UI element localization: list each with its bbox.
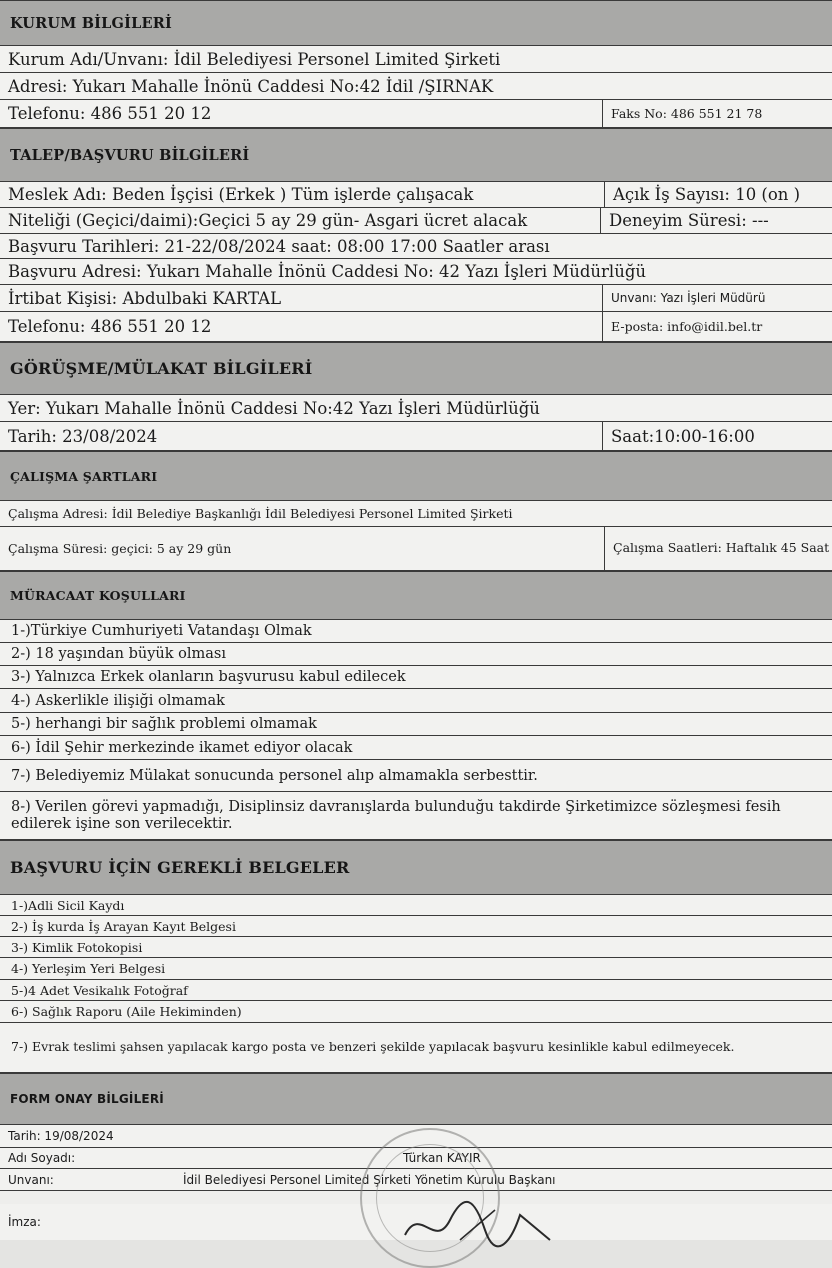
row-kurum-telefon (0, 100, 832, 128)
calisma-adresi: Çalışma Adresi: İdil Belediye Başkanlığı İdil Belediyesi Personel Limited Şirketi (8, 506, 513, 521)
muracaat-item: 2-) 18 yaşından büyük olması (0, 643, 832, 666)
section-header-onay: FORM ONAY BİLGİLERİ (0, 1073, 832, 1125)
row-calisma-adresi (0, 501, 832, 527)
belge-item: 6-) Sağlık Raporu (Aile Hekiminden) (0, 1001, 832, 1023)
basvuru-adresi: Başvuru Adresi: Yukarı Mahalle İnönü Caddesi No: 42 Yazı İşleri Müdürlüğü (8, 262, 647, 281)
belge-item: 2-) İş kurda İş Arayan Kayıt Belgesi (0, 916, 832, 937)
muracaat-item: 6-) İdil Şehir merkezinde ikamet ediyor olacak (0, 736, 832, 760)
row-kurum-adi (0, 46, 832, 73)
kurum-faks: Faks No: 486 551 21 78 (602, 100, 832, 127)
deneyim-suresi: Deneyim Süresi: --- (600, 208, 832, 233)
section-header-calisma: ÇALIŞMA ŞARTLARI (0, 451, 832, 501)
irtibat-unvan: Unvanı: Yazı İşleri Müdürü (602, 285, 832, 311)
row-irtibat (0, 285, 832, 312)
acik-is-sayisi: Açık İş Sayısı: 10 (on ) (604, 182, 832, 207)
muracaat-item: 4-) Askerlikle ilişiği olmamak (0, 689, 832, 713)
section-header-kurum: KURUM BİLGİLERİ (0, 0, 832, 46)
kurum-telefon: Telefonu: 486 551 20 12 (8, 104, 212, 123)
belge-item: 3-) Kimlik Fotokopisi (0, 937, 832, 958)
onay-unvan-value: İdil Belediyesi Personel Limited Şirketi Yönetim Kurulu Başkanı (183, 1172, 556, 1187)
muracaat-item: 3-) Yalnızca Erkek olanların başvurusu kabul edilecek (0, 666, 832, 689)
muracaat-item: 5-) herhangi bir sağlık problemi olmamak (0, 713, 832, 736)
gorusme-tarih: Tarih: 23/08/2024 (8, 426, 158, 446)
section-header-belgeler: BAŞVURU İÇİN GEREKLİ BELGELER (0, 840, 832, 895)
muracaat-item: 1-)Türkiye Cumhuriyeti Vatandaşı Olmak (0, 620, 832, 643)
talep-eposta: E-posta: info@idil.bel.tr (602, 312, 832, 341)
section-header-muracaat: MÜRACAAT KOŞULLARI (0, 571, 832, 620)
muracaat-item: 7-) Belediyemiz Mülakat sonucunda personel alıp almamakla serbesttir. (0, 760, 832, 792)
onay-imza-label: İmza: (8, 1215, 41, 1229)
gorusme-saat: Saat:10:00-16:00 (602, 422, 832, 450)
row-gorusme-yer (0, 395, 832, 422)
belge-item: 4-) Yerleşim Yeri Belgesi (0, 958, 832, 980)
onay-adi-label: Adı Soyadı: (8, 1151, 76, 1165)
calisma-suresi: Çalışma Süresi: geçici: 5 ay 29 gün (8, 541, 232, 556)
belge-item: 1-)Adli Sicil Kaydı (0, 895, 832, 916)
row-talep-telefon (0, 312, 832, 342)
section-header-gorusme: GÖRÜŞME/MÜLAKAT BİLGİLERİ (0, 342, 832, 395)
meslek-adi: Meslek Adı: Beden İşçisi (Erkek ) Tüm işlerde çalışacak (8, 185, 474, 204)
kurum-adres: Adresi: Yukarı Mahalle İnönü Caddesi No:42 İdil /ŞIRNAK (8, 76, 494, 96)
row-kurum-adres (0, 73, 832, 100)
belge-item: 5-)4 Adet Vesikalık Fotoğraf (0, 980, 832, 1001)
row-niteligi (0, 208, 832, 234)
signature-image (400, 1195, 560, 1255)
calisma-saatleri: Çalışma Saatleri: Haftalık 45 Saat (604, 527, 832, 570)
talep-telefon: Telefonu: 486 551 20 12 (8, 317, 212, 336)
onay-tarih: Tarih: 19/08/2024 (8, 1129, 114, 1143)
section-header-talep: TALEP/BAŞVURU BİLGİLERİ (0, 128, 832, 182)
row-gorusme-tarih (0, 422, 832, 451)
row-meslek (0, 182, 832, 208)
niteligi: Niteliği (Geçici/daimi):Geçici 5 ay 29 gün- Asgari ücret alacak (8, 211, 528, 230)
belge-item: 7-) Evrak teslimi şahsen yapılacak kargo posta ve benzeri şekilde yapılacak başvuru kesinlikle kabul edilmeyecek. (0, 1023, 832, 1073)
basvuru-tarihleri: Başvuru Tarihleri: 21-22/08/2024 saat: 08:00 17:00 Saatler arası (8, 236, 550, 256)
irtibat-kisisi: İrtibat Kişisi: Abdulbaki KARTAL (8, 288, 282, 308)
row-basvuru-adresi (0, 259, 832, 285)
kurum-adi: Kurum Adı/Unvanı: İdil Belediyesi Personel Limited Şirketi (8, 49, 501, 69)
row-calisma-suresi (0, 527, 832, 571)
row-basvuru-tarihleri (0, 234, 832, 259)
muracaat-item: 8-) Verilen görevi yapmadığı, Disiplinsiz davranışlarda bulunduğu takdirde Şirketimizce sözleşmesi fesih edilerek işine son verilecektir. (0, 792, 832, 840)
onay-unvan-label: Unvanı: (8, 1172, 54, 1187)
gorusme-yer: Yer: Yukarı Mahalle İnönü Caddesi No:42 Yazı İşleri Müdürlüğü (8, 398, 540, 418)
onay-adi-value: Türkan KAYIR (403, 1151, 481, 1165)
